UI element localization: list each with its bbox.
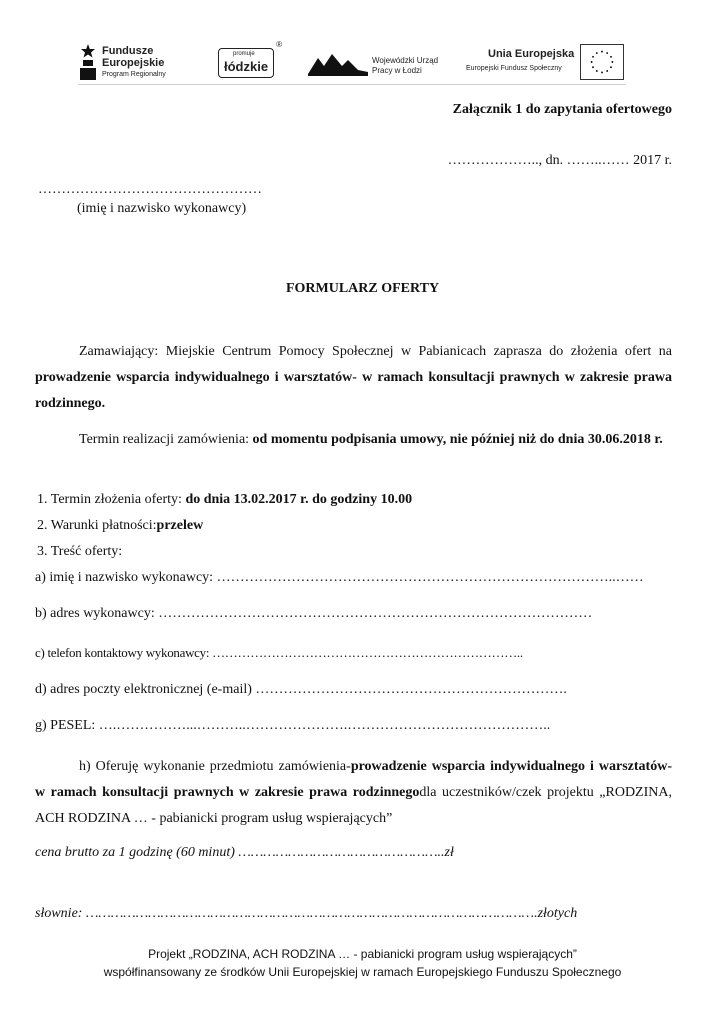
logo-bar — [78, 40, 626, 86]
offer-text: h) Oferuję wykonanie przedmiotu zamówienia- — [79, 759, 351, 774]
logo-divider — [78, 84, 626, 85]
item-1-label: Termin złożenia oferty: — [50, 492, 186, 507]
eu-flag-icon — [580, 44, 624, 80]
item-2-value: przelew — [156, 518, 204, 533]
attachment-label: Załącznik 1 do zapytania ofertowego — [452, 102, 672, 117]
intro-subject: prowadzenie wsparcia indywidualnego i warsztatów- w ramach konsultacji prawnych w zakresie prawa rodzinnego. — [35, 370, 672, 411]
field-phone[interactable]: c) telefon kontaktowy wykonawcy: ……………………………………………………………….. — [35, 645, 523, 660]
deadline-value: od momentu podpisania umowy, nie później niż do dnia 30.06.2018 r. — [252, 432, 663, 447]
contractor-dots: ………………………………………… — [38, 182, 262, 197]
field-email[interactable]: d) adres poczty elektronicznej (e-mail) …………………………………………………………. — [35, 682, 567, 697]
intro-text: Zamawiający: Miejskie Centrum Pomocy Społecznej w Pabianicach zaprasza do złożenia ofert na — [79, 344, 672, 359]
fe-line2: Europejskie — [102, 57, 165, 69]
fe-star-icon — [80, 44, 96, 80]
fe-line3: Program Regionalny — [102, 71, 166, 78]
lodz-big: łódzkie — [224, 59, 269, 74]
item-2-num: 2. — [37, 518, 48, 533]
place-date-line: ……………….., dn. ……..…… 2017 r. — [447, 153, 672, 168]
footer-line1: Projekt „RODZINA, ACH RODZINA … - pabianicki program usług wspierających” — [148, 947, 577, 961]
field-contractor-name[interactable]: a) imię i nazwisko wykonawcy: …………………………………………………………………………..…… — [35, 570, 644, 585]
lodz-small: promuje — [233, 51, 255, 57]
fe-line1: Fundusze — [102, 45, 154, 57]
offer-paragraph — [35, 754, 672, 832]
intro-paragraph — [35, 339, 672, 417]
offer-project: dla uczestników/czek projektu „RODZINA, ACH RODZINA … - pabianicki program usług wspierających” — [35, 785, 672, 826]
fundusze-europejskie-logo — [78, 40, 188, 84]
item-3-label: Treść oferty: — [50, 544, 123, 559]
ue-line2: Europejski Fundusz Społeczny — [466, 65, 562, 72]
item-1-num: 1. — [37, 492, 48, 507]
wup-line1: Wojewódzki Urząd — [372, 56, 439, 65]
page-title: FORMULARZ OFERTY — [285, 281, 440, 296]
item-1-value: do dnia 13.02.2017 r. do godziny 10.00 — [185, 492, 413, 507]
wup-lodz-logo — [308, 48, 468, 78]
field-price[interactable]: cena brutto za 1 godzinę (60 minut) …………………………………………..zł — [35, 845, 454, 860]
footer-line2: współfinansowany ze środków Unii Europejskiej w ramach Europejskiego Funduszu Społecznego — [103, 965, 622, 979]
mountains-icon — [308, 52, 368, 76]
contractor-label: (imię i nazwisko wykonawcy) — [77, 201, 247, 216]
offer-subject: prowadzenie wsparcia indywidualnego i warsztatów- w ramach konsultacji prawnych w zakresie prawa rodzinnego — [35, 759, 672, 800]
ue-line1: Unia Europejska — [488, 48, 575, 60]
promuje-lodzkie-logo — [218, 40, 282, 78]
unia-europejska-logo — [466, 43, 626, 83]
field-contractor-address[interactable]: b) adres wykonawcy: ………………………………………………………………………………… — [35, 606, 593, 621]
deadline-paragraph — [35, 427, 672, 453]
registered-mark: ® — [276, 40, 282, 49]
item-2-label: Warunki płatności: — [50, 518, 157, 533]
field-pesel[interactable]: g) PESEL: ….……………...………..………………….…………………………………….. — [35, 718, 551, 733]
field-price-words[interactable]: słownie: ……………………………………………………………………………………………….złotych — [35, 906, 578, 921]
item-3-num: 3. — [37, 544, 48, 559]
item-3 — [37, 544, 122, 560]
item-1 — [37, 492, 412, 508]
deadline-text: Termin realizacji zamówienia: — [79, 432, 253, 447]
wup-line2: Pracy w Łodzi — [372, 66, 422, 75]
item-2 — [37, 518, 203, 534]
